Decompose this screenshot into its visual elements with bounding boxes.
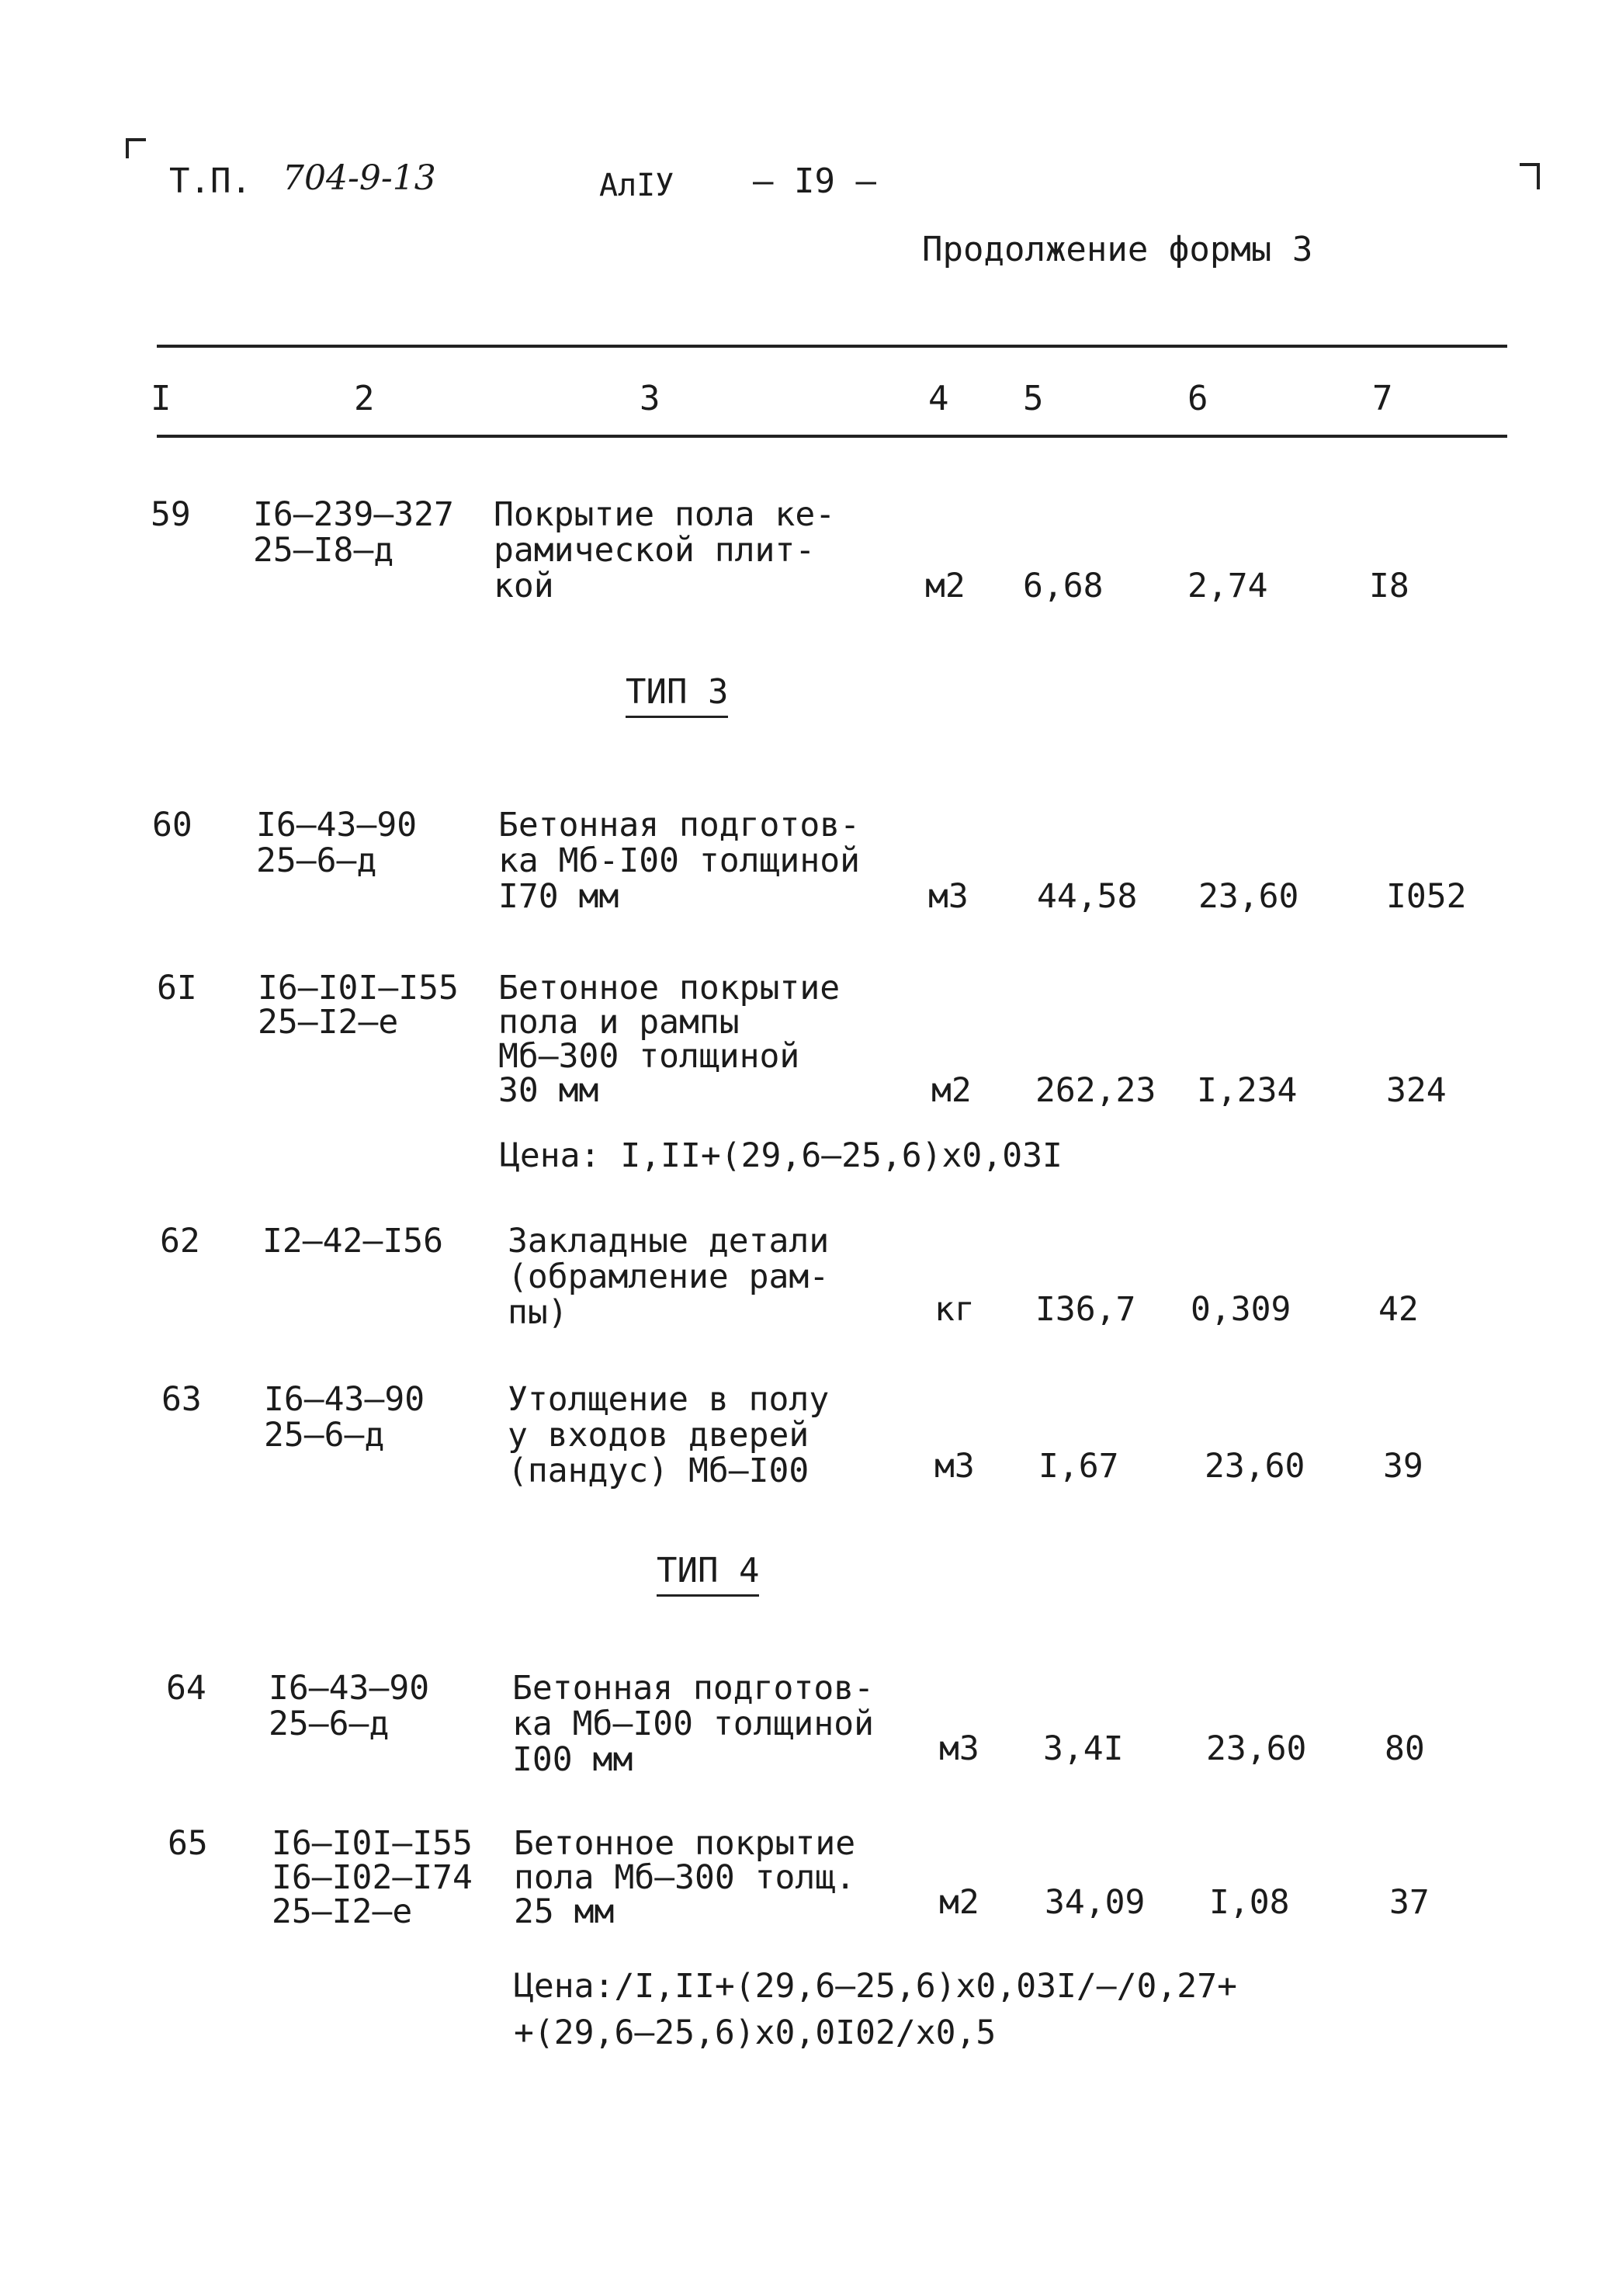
row-description: ка Мб-I00 толщиной	[498, 841, 860, 880]
row-number: 62	[160, 1222, 200, 1261]
row-number: 60	[152, 806, 192, 845]
row-unit-price: I,08	[1209, 1883, 1290, 1922]
row-code: 25–I2–е	[258, 1003, 399, 1042]
page-number: – I9 –	[753, 161, 876, 201]
row-code: 25–6–д	[256, 841, 377, 880]
corner-mark-top-left	[126, 138, 146, 158]
section-underline	[626, 716, 728, 718]
row-unit-price: 23,60	[1205, 1447, 1305, 1486]
section-underline	[657, 1594, 759, 1597]
row-code: 25–I2–е	[272, 1892, 413, 1931]
row-unit-price: 23,60	[1206, 1729, 1307, 1768]
row-unit-price: 23,60	[1198, 877, 1299, 916]
column-header-4: 4	[928, 379, 949, 418]
row-total: 37	[1389, 1883, 1430, 1922]
row-description: кой	[494, 567, 554, 605]
row-description: Закладные детали	[508, 1222, 830, 1261]
row-unit: м2	[931, 1071, 972, 1110]
row-total: I8	[1369, 567, 1409, 605]
price-note: Цена:/I,II+(29,6–25,6)х0,03I/–/0,27+	[514, 1967, 1237, 2006]
row-unit-price: 0,309	[1191, 1290, 1291, 1329]
row-code: 25–6–д	[269, 1705, 390, 1743]
row-description: пола и рампы	[498, 1003, 740, 1042]
row-code: I6–I02–I74	[272, 1858, 473, 1897]
row-description: Мб–300 толщиной	[498, 1037, 800, 1076]
row-code: 25–I8–д	[253, 531, 394, 570]
row-quantity: 6,68	[1023, 567, 1104, 605]
row-description: Бетонная подготов-	[512, 1669, 874, 1708]
row-quantity: I36,7	[1035, 1290, 1136, 1329]
row-unit: кг	[934, 1290, 975, 1329]
row-quantity: 34,09	[1045, 1883, 1146, 1922]
header-rule-bottom	[157, 435, 1507, 438]
row-total: 42	[1378, 1290, 1419, 1329]
row-description: Покрытие пола ке-	[494, 495, 836, 534]
row-code: I6–43–90	[269, 1669, 430, 1708]
series-label: Т.П.	[169, 161, 251, 201]
series-number: 704-9-13	[283, 158, 436, 198]
row-unit-price: I,234	[1197, 1071, 1298, 1110]
row-description: I00 мм	[512, 1740, 633, 1779]
column-header-5: 5	[1023, 379, 1044, 418]
row-description: ка Мб–I00 толщиной	[512, 1705, 874, 1743]
row-description: Бетонное покрытие	[498, 969, 841, 1008]
row-code: I6–I0I–I55	[258, 969, 459, 1008]
row-description: рамической плит-	[494, 531, 816, 570]
row-description: пола Мб–300 толщ.	[514, 1858, 856, 1897]
row-description: Бетонное покрытие	[514, 1824, 856, 1863]
row-number: 59	[151, 495, 191, 534]
row-description: I70 мм	[498, 877, 619, 916]
row-unit: м3	[928, 877, 969, 916]
column-header-7: 7	[1372, 379, 1393, 418]
row-description: у входов дверей	[508, 1416, 810, 1455]
row-description: (пандус) Мб–I00	[508, 1451, 810, 1490]
continuation-label: Продолжение формы 3	[922, 230, 1313, 269]
row-description: пы)	[508, 1293, 568, 1332]
row-quantity: 262,23	[1035, 1071, 1156, 1110]
price-note: Цена: I,II+(29,6–25,6)х0,03I	[500, 1136, 1063, 1175]
row-unit: м3	[939, 1729, 979, 1768]
row-code: I6–239–327	[253, 495, 454, 534]
row-number: 64	[166, 1669, 206, 1708]
row-quantity: I,67	[1038, 1447, 1119, 1486]
column-header-1: I	[151, 379, 172, 418]
row-code: 25–6–д	[264, 1416, 385, 1455]
price-note: +(29,6–25,6)х0,0I02/х0,5	[514, 2013, 997, 2052]
row-code: I2–42–I56	[262, 1222, 443, 1261]
column-header-2: 2	[354, 379, 375, 418]
row-description: (обрамление рам-	[508, 1257, 830, 1296]
row-description: 30 мм	[498, 1071, 599, 1110]
row-code: I6–43–90	[256, 806, 418, 845]
header-rule-top	[157, 345, 1507, 348]
section-heading-type-4: ТИП 4	[657, 1551, 760, 1590]
row-total: I052	[1386, 877, 1467, 916]
row-unit: м2	[939, 1883, 979, 1922]
row-description: 25 мм	[514, 1892, 615, 1931]
row-code: I6–43–90	[264, 1380, 425, 1419]
column-header-3: 3	[640, 379, 660, 418]
row-unit-price: 2,74	[1187, 567, 1268, 605]
row-description: Бетонная подготов-	[498, 806, 860, 845]
row-number: 6I	[157, 969, 197, 1008]
row-description: Утолщение в полу	[508, 1380, 830, 1419]
row-quantity: 44,58	[1037, 877, 1138, 916]
row-total: 39	[1383, 1447, 1423, 1486]
album-label: АлIУ	[599, 168, 674, 203]
row-unit: м3	[934, 1447, 975, 1486]
row-quantity: 3,4I	[1043, 1729, 1124, 1768]
corner-mark-top-right	[1520, 163, 1540, 189]
section-heading-type-3: ТИП 3	[626, 672, 729, 712]
row-unit: м2	[925, 567, 966, 605]
row-total: 80	[1385, 1729, 1425, 1768]
column-header-6: 6	[1187, 379, 1208, 418]
row-code: I6–I0I–I55	[272, 1824, 473, 1863]
row-total: 324	[1386, 1071, 1447, 1110]
row-number: 65	[168, 1824, 208, 1863]
row-number: 63	[161, 1380, 202, 1419]
